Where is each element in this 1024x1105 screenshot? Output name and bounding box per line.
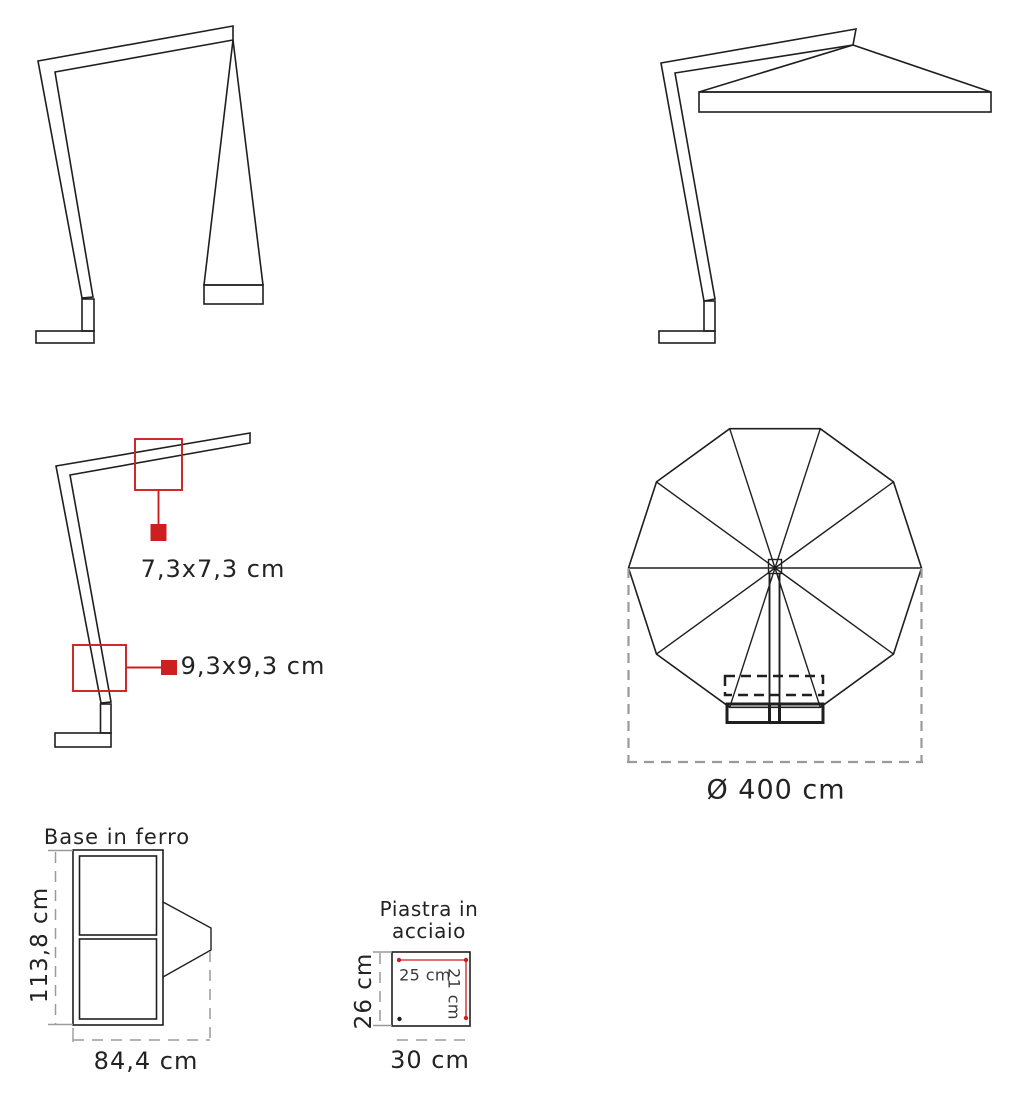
- lower-pole-callout-box: [73, 645, 126, 691]
- plate-width-label: 30 cm: [390, 1046, 470, 1074]
- iron-base-slab-bottom: [80, 939, 157, 1019]
- frame-detail-figure: [55, 433, 250, 747]
- base-hidden-outline: [725, 676, 823, 695]
- closed-umbrella-arm: [38, 26, 233, 298]
- base-width-label: 84,4 cm: [93, 1047, 199, 1075]
- lower-pole-callout-marker: [161, 660, 177, 675]
- frame-post: [101, 704, 112, 733]
- lower-pole-dimension-label: 9,3x9,3 cm: [180, 652, 326, 680]
- open-umbrella-post: [704, 301, 715, 331]
- base-height-label: 113,8 cm: [27, 886, 53, 1004]
- steel-plate-title-line1: Piastra in: [379, 897, 479, 921]
- plate-hole-width-label: 25 cm: [399, 965, 451, 985]
- upper-pole-dimension-label: 7,3x7,3 cm: [140, 555, 286, 583]
- iron-base-handle: [163, 902, 211, 977]
- plate-hole-top-left: [397, 958, 401, 962]
- open-canopy-band: [699, 92, 991, 112]
- plate-hole-height-label: 21 cm: [444, 968, 464, 1020]
- iron-base-figure: [48, 850, 211, 1042]
- open-umbrella-arm: [661, 29, 856, 301]
- steel-plate-title: [380, 898, 479, 942]
- plate-hole-top-right: [464, 958, 468, 962]
- steel-plate-title-line2: acciaio: [391, 919, 467, 943]
- iron-base-outline: [73, 850, 163, 1025]
- plate-height-label: 26 cm: [351, 952, 377, 1030]
- upper-pole-callout-box: [135, 439, 182, 490]
- closed-umbrella-post: [82, 299, 94, 331]
- canopy-diameter-label: Ø 400 cm: [706, 774, 846, 806]
- frame-foot: [55, 733, 111, 747]
- open-umbrella-figure: [659, 29, 991, 343]
- upper-pole-callout-marker: [151, 524, 167, 541]
- iron-base-title: Base in ferro: [43, 825, 191, 849]
- plate-hole-bottom-left: [397, 1017, 401, 1021]
- closed-canopy-end: [204, 285, 263, 304]
- plate-hole-bottom-right: [464, 1016, 468, 1020]
- top-view-figure: [627, 429, 923, 762]
- open-canopy-top: [699, 45, 991, 92]
- closed-umbrella-figure: [36, 26, 263, 343]
- closed-umbrella-foot: [36, 331, 94, 343]
- closed-canopy-wrap: [204, 40, 263, 285]
- open-umbrella-foot: [659, 331, 715, 343]
- iron-base-slab-top: [80, 856, 157, 935]
